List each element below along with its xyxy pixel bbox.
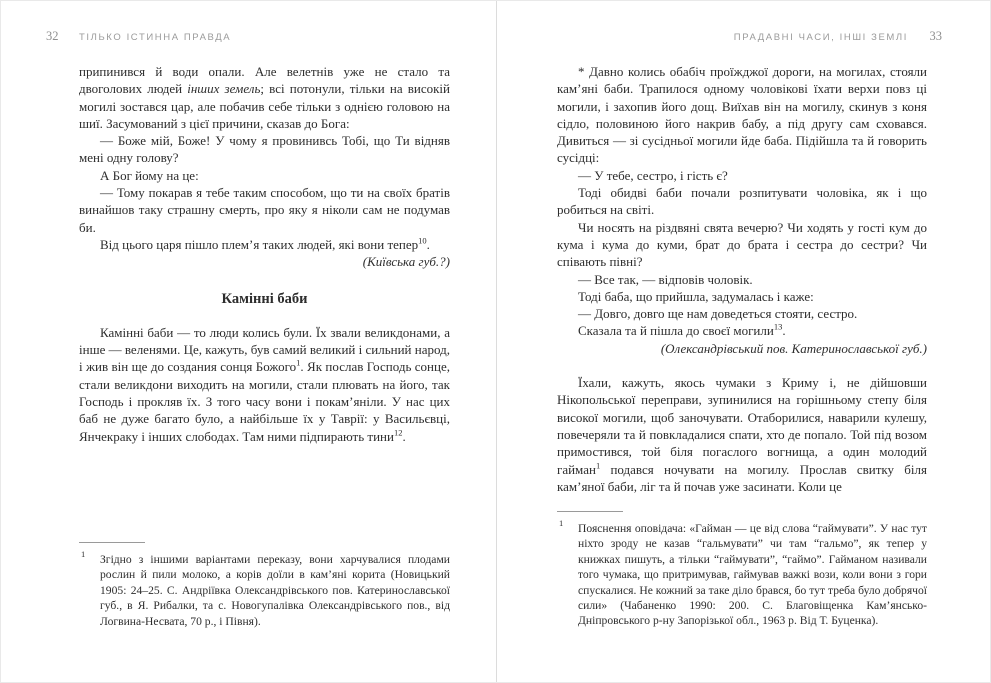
footnote-ref: 1 (595, 460, 601, 471)
footnote-block-right (557, 511, 927, 629)
footnote: 1 Пояснення оповідача: «Гайман — це від слова “гаймувати”. У нас тут ніхто зроду не казав “гальмувати” чи там “гальмо”, як тепер у книжках пишуть, а тільки “гаймувати”, “гаймо”. Гайманом називали того чумака, що притримував, гаймував важкі вози, коли вони з гори спускалися. Не кожний за таке діло брався, бо тут треба було добрячої сили» (Чабаненко 1990: 200. С. Благовіщенка Кам’янсько-Дніпровського р-ну Запорізької обл., 1963 р. Від Т. Буценка). (559, 518, 927, 628)
source-attribution (557, 340, 927, 357)
text-run: Їхали, кажуть, якось чумаки з Криму і, не дійшовши Нікопольської переправи, зупинилися на горішньому степу біля високої могили, щоб заночувати. Отаборилися, наварили кулешу, повечеряли та й повкладалися спати, хто де попало. Той під возом примостився, той біля погаслого вогнища, а один молодий гайман (557, 375, 927, 477)
text-run: Пояснення оповідача: «Гайман — це від слова “гаймувати”. У нас тут ніхто зроду не казав “гальмувати” чи там “гальмо”, як тепер у книжках пишуть, а тільки “гаймувати”, “гаймо”. Гайманом називали того чумака, що притримував, гаймував важкі вози, коли вони з гори спускалися. Не кожний за таке діло брався, бо тут треба було добрячої сили» (Чабаненко 1990: 200. С. Благовіщенка Кам’янсько-Дніпровського р-ну Запорізької обл., 1963 р. Від Т. Буценка). (578, 522, 927, 628)
paragraph (557, 167, 927, 184)
page-number-left: 32 (46, 29, 59, 43)
footnote-ref: 10 (418, 235, 427, 246)
footnote: 1 Згідно з іншими варіантами переказу, вони харчувалися плодами рослин й пили молоко, а корів доїли в кам’яні корита (Новицький 1905: 24–25. С. Андріївка Олександрівського пов. Катеринославської губ., в Я. Рибалки, та с. Новогупалівка Олександрівського пов., від Логвина-Несвата, 70 р., і Півня). (81, 549, 450, 628)
footnote-ref: 13 (773, 322, 783, 333)
footnote-rule (557, 511, 623, 512)
page-right (497, 1, 991, 682)
page-number-right: 33 (929, 29, 942, 43)
running-title-left: ТІЛЬКО ІСТИННА ПРАВДА (79, 32, 232, 43)
text-run: Згідно з іншими варіантами переказу, вони харчувалися плодами рослин й пили молоко, а корів доїли в кам’яні корита (Новицький 1905: 24–25. С. Андріївка Олександрівського пов. Катеринославської губ., в Я. Рибалки, та с. Новогупалівка Олександрівського пов., від Логвина-Несвата, 70 р., і Півня). (100, 553, 450, 628)
footnote-rule (79, 542, 145, 543)
footnote-ref: 1 (296, 358, 301, 369)
text-run: подався ночувати на могилу. Прослав свитку біля кам’яної баби, ліг та й почав уже засинати. Коли це (557, 461, 927, 494)
footnote-ref: 12 (393, 427, 403, 438)
text-run: . (782, 323, 786, 339)
text-run: А Бог йому на це: (100, 167, 199, 183)
paragraph (79, 63, 450, 132)
paragraph (557, 305, 927, 322)
text-run: — Все так, — відповів чоловік. (578, 271, 753, 287)
text-run: — Боже мій, Боже! У чому я провинивсь Тобі, що Ти відняв мені одну голову? (79, 133, 450, 166)
footnote-list-left (79, 549, 450, 629)
text-run: припинився й води опали. Але велетнів уже не стало та двоголових людей (79, 64, 450, 97)
paragraph (557, 288, 927, 305)
text-run: * Давно колись обабіч проїжджої дороги, на могилах, стояли кам’яні баби. Трапилося одному чоловікові їхати верхи повз ці могили, і захопив його дощ. Виїхав він на могилу, скинув з коня сідло, половиною його накрив бабу, а під другу сам сховався. Дивиться — зі сусідньої могили йде баба. Підійшла та й говорить сусідці: (557, 64, 927, 166)
text-run: Тоді баба, що прийшла, задумалась і каже: (578, 288, 814, 304)
paragraph (79, 132, 450, 167)
paragraph (557, 184, 927, 219)
text-run: — Тому покарав я тебе таким способом, що ти на своїх братів винайшов таку страшну смерть, про яку я ніколи сам не подумав би. (79, 185, 450, 235)
text-run: — Довго, довго ще нам доведеться стояти, сестро. (578, 306, 858, 322)
text-run: Сказала та й пішла до своєї могили (578, 323, 774, 339)
text-run: (Київська губ.?) (362, 254, 450, 270)
text-run: Камінні баби (221, 290, 308, 307)
page-left (1, 1, 496, 682)
tale-heading (79, 291, 450, 308)
text-run: . Як послав Господь сонце, стали великдони виходить на могили, стали плювать на його, так Господь і прокляв їх. З того часу вони і покам’яніли. У нас цих баб не дуже багато було, а найбільше їх у Таврії: у Васильєвці, Янчекраку і інших слободах. Там ними підпирають тини (79, 359, 450, 444)
text-run: . (426, 236, 430, 252)
paragraph (79, 324, 450, 445)
running-header-left (1, 29, 496, 45)
paragraph (557, 63, 927, 167)
text-run: — У тебе, сестро, і гість є? (578, 167, 728, 183)
paragraph (557, 374, 927, 495)
running-header-right (497, 29, 991, 45)
text-run: Тоді обидві баби почали розпитувати чоловіка, як і що робиться на світі. (557, 185, 927, 218)
paragraph (79, 167, 450, 184)
paragraph (557, 322, 927, 339)
paragraph (557, 219, 927, 271)
footnote-list-right (557, 518, 927, 629)
text-run: Камінні баби — то люди колись були. Їх звали великдонами, а інше — веленями. Це, кажуть, був самий великий і сильний народ, і жив він ще до создания сонця Божого (79, 324, 450, 375)
text-run: інших земель (187, 81, 261, 97)
paragraph (79, 184, 450, 236)
text-run: Від цього царя пішло плем’я таких людей, які вони тепер (100, 236, 419, 252)
source-attribution (79, 253, 450, 270)
page-body-left (79, 63, 450, 445)
paragraph (557, 271, 927, 288)
text-run: (Олександрівський пов. Катеринославської губ.) (660, 340, 927, 356)
page-body-right (557, 63, 927, 495)
text-run: . (402, 428, 406, 444)
footnote-block-left (79, 542, 450, 629)
text-run: ; всі потонули, тільки на високій могилі зостався цар, але побачив себе тільки з однією головою на шиї. Засумований з цієї причини, сказав до Бога: (79, 81, 450, 131)
paragraph (79, 236, 450, 253)
running-title-right: ПРАДАВНІ ЧАСИ, ІНШІ ЗЕМЛІ (733, 32, 908, 43)
text-run: Чи носять на різдвяні свята вечерю? Чи ходять у гості кум до кума і кума до куми, брат до брата і сестра до сестри? Чи співають півні? (557, 219, 927, 270)
